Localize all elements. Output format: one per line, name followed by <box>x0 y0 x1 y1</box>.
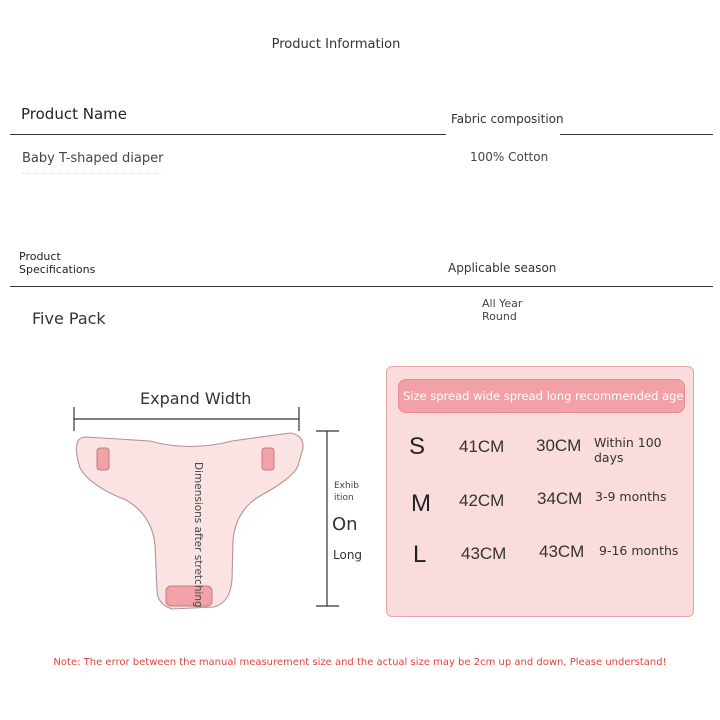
long-label: Long <box>333 548 363 562</box>
spec-label-line2: Specifications <box>19 263 96 276</box>
size-wide: 43CM <box>461 544 507 563</box>
size-age: 3-9 months <box>595 489 667 504</box>
exhibition-label <box>334 480 359 504</box>
stretch-label: Dimensions after stretching <box>192 462 204 608</box>
measurement-note: Note: The error between the manual measurement size and the actual size may be 2cm up and down, Please understand! <box>53 657 667 668</box>
applicable-season-value <box>482 297 522 323</box>
fabric-composition-label: Fabric composition <box>451 112 564 126</box>
size-letter: L <box>413 541 427 568</box>
fabric-composition-value: 100% Cotton <box>470 150 549 164</box>
expand-width-label: Expand Width <box>140 389 252 408</box>
size-age: 9-16 months <box>599 543 679 558</box>
bottom-fastening-tab <box>166 586 212 606</box>
left-fastening-tab <box>97 448 109 470</box>
spec-label-line1: Product <box>19 250 61 263</box>
size-wide: 41CM <box>459 437 505 456</box>
applicable-season-label: Applicable season <box>448 261 557 275</box>
exhibition-line2: ition <box>334 493 354 503</box>
product-name-value: Baby T-shaped diaper <box>22 151 164 166</box>
exhibition-line1: Exhib <box>334 481 359 491</box>
size-table-header: Size spread wide spread long recommended age <box>398 379 685 413</box>
size-long: 43CM <box>539 542 585 561</box>
size-table-card <box>386 366 694 617</box>
season-value-line2: Round <box>482 310 517 323</box>
divider-product-name <box>10 134 446 135</box>
size-long: 34CM <box>537 489 583 508</box>
faint-divider <box>22 173 162 176</box>
right-fastening-tab <box>262 448 274 470</box>
product-name-label: Product Name <box>21 105 127 123</box>
product-specifications-label <box>19 250 95 276</box>
divider-fabric <box>560 134 713 135</box>
product-specifications-value: Five Pack <box>32 309 106 328</box>
width-dimension-line <box>74 407 299 431</box>
diagram-svg <box>60 400 363 620</box>
size-letter: S <box>409 433 426 460</box>
size-age: Within 100 days <box>594 435 662 465</box>
divider-specs <box>10 286 713 287</box>
size-long: 30CM <box>536 436 582 455</box>
on-label: On <box>332 514 358 535</box>
size-wide: 42CM <box>459 491 505 510</box>
page-title: Product Information <box>271 37 401 52</box>
season-value-line1: All Year <box>482 297 523 310</box>
size-letter: M <box>411 490 431 517</box>
